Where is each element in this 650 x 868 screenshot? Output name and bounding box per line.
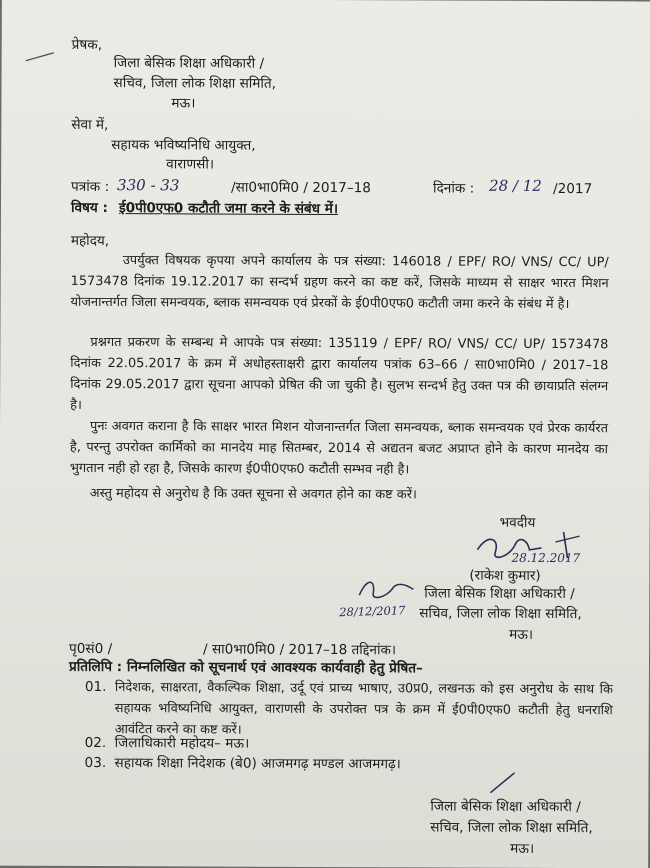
body-paragraph-1: उपर्युक्त विषयक कृपया अपने कार्यालय के पत्र संख्या: 146018 / EPF/ RO/ VNS/ CC/ UP/ 1573478 दिनांक 19.12.2017 का सन्दर्भ ग्रहण करने का कष्ट करें, जिसके माध्यम से साक्षर भारत मिशन योजनान्तर्गत जिला समन्वयक, ब्लाक समन्वयक एवं प्रेरकों के ई0पी0एफ0 कटौती जमा करने के संबंध में है। [70,253,609,313]
sender-line2: सचिव, जिला लोक शिक्षा समिति, [113,75,277,92]
date-year: /2017 [553,180,593,198]
closing-title2: सचिव, जिला लोक शिक्षा समिति, [419,605,582,623]
copy-item-1-text: निदेशक, साक्षरता, वैकल्पिक शिक्षा, उर्दू एवं प्राच्य भाषाए, उ0प्र0, लखनऊ को इस अनुरोध के साथ कि सहायक भविष्यनिधि आयुक्त, वाराणसी के उपरोक्त पत्र के क्रम में ई0पी0एफ0 कटौती हेतु धनराशि आवंटित करने का कष्ट करें। [114,680,613,738]
patrank-suffix: /सा0भा0मि0 / 2017–18 [231,179,371,197]
footer-line1: जिला बेसिक शिक्षा अधिकारी / [430,798,581,816]
patrank-label: पत्रांक : [71,178,110,196]
signature-date: 28.12.2017 [511,550,581,566]
copy-item-3-num: 03. [84,754,107,772]
body-paragraph-2: प्रश्नगत प्रकरण के सम्बन्ध मे आपके पत्र संख्या: 135119 / EPF/ RO/ VNS/ CC/ UP/ 1573478 दिनांक 22.05.2017 के क्रम में अधोहस्ताक्षरी द्वारा कार्यालय पत्रांक 63–66 / सा0भा0मि0 / 2017–18 दिनांक 29.05.2017 द्वारा सूचना आपको प्रेषित की जा चुकी है। सुलभ सन्दर्भ हेतु उक्त पत्र की छायाप्रति संलग्न है। [70,334,609,413]
copy-item-2-text: जिलाधिकारी महोदय– मऊ। [114,735,250,752]
recipient-label: सेवा में, [71,116,109,134]
salutation: महोदय, [70,232,110,250]
copy-item-3-text: सहायक शिक्षा निदेशक (बे0) आजमगढ़ मण्डल आजमगढ़। [114,755,401,773]
recipient-line2: वाराणसी। [166,156,215,173]
footer-line2: सचिव, जिला लोक शिक्षा समिति, [430,819,593,837]
pusan-label: पृ0सं0 / [69,640,113,658]
patrank-handwritten: 330 - 33 [117,176,180,195]
pratilipi-heading: प्रतिलिपि : निम्नलिखित को सूचनार्थ एवं आवश्यक कार्यवाही हेतु प्रेषित– [68,658,423,677]
copy-item-2-num: 02. [84,734,107,752]
subject-text: ई0पी0एफ0 कटौती जमा करने के संबंध में। [118,200,339,218]
pen-mark [24,51,64,71]
body-paragraph-3: पुनः अवगत कराना है कि साक्षर भारत मिशन योजनान्तर्गत जिला समन्वयक, ब्लाक समन्वयक एवं प्रेरक कार्यरत है, परन्तु उपरोक्त कार्मिको का मानदेय माह सितम्बर, 2014 से अद्यतन बजट अप्राप्त होने के कारण मानदेय का भुगतान नही हो रहा है, जिसके कारण ई0पी0एफ0 कटौती सम्भव नही है। [69,418,609,478]
body-paragraph-4: अस्तु महोदय से अनुरोध है कि उक्त सूचना से अवगत होने का कष्ट करें। [89,485,417,503]
pusan-suffix: / सा0भा0मि0 / 2017–18 तद्दिनांक। [203,641,397,659]
sender-line3: मऊ। [171,95,196,112]
closing-title3: मऊ। [509,626,534,643]
signatory-name: (राकेश कुमार) [469,567,541,584]
left-signature-date: 28/12/2017 [339,603,406,620]
date-label: दिनांक : [433,180,475,197]
date-handwritten: 28 / 12 [489,176,542,195]
signature-left [353,575,433,605]
sender-label: प्रेषक, [71,36,103,54]
closing-title1: जिला बेसिक शिक्षा अधिकारी / [424,585,575,603]
recipient-line1: सहायक भविष्यनिधि आयुक्त, [111,137,256,154]
footer-line3: मऊ। [510,840,535,857]
bhavdiya: भवदीय [499,514,536,531]
signature-footer [486,769,526,799]
subject-label: विषय : [70,199,109,217]
copy-item-1-num: 01. [84,678,107,696]
sender-line1: जिला बेसिक शिक्षा अधिकारी / [113,55,265,72]
